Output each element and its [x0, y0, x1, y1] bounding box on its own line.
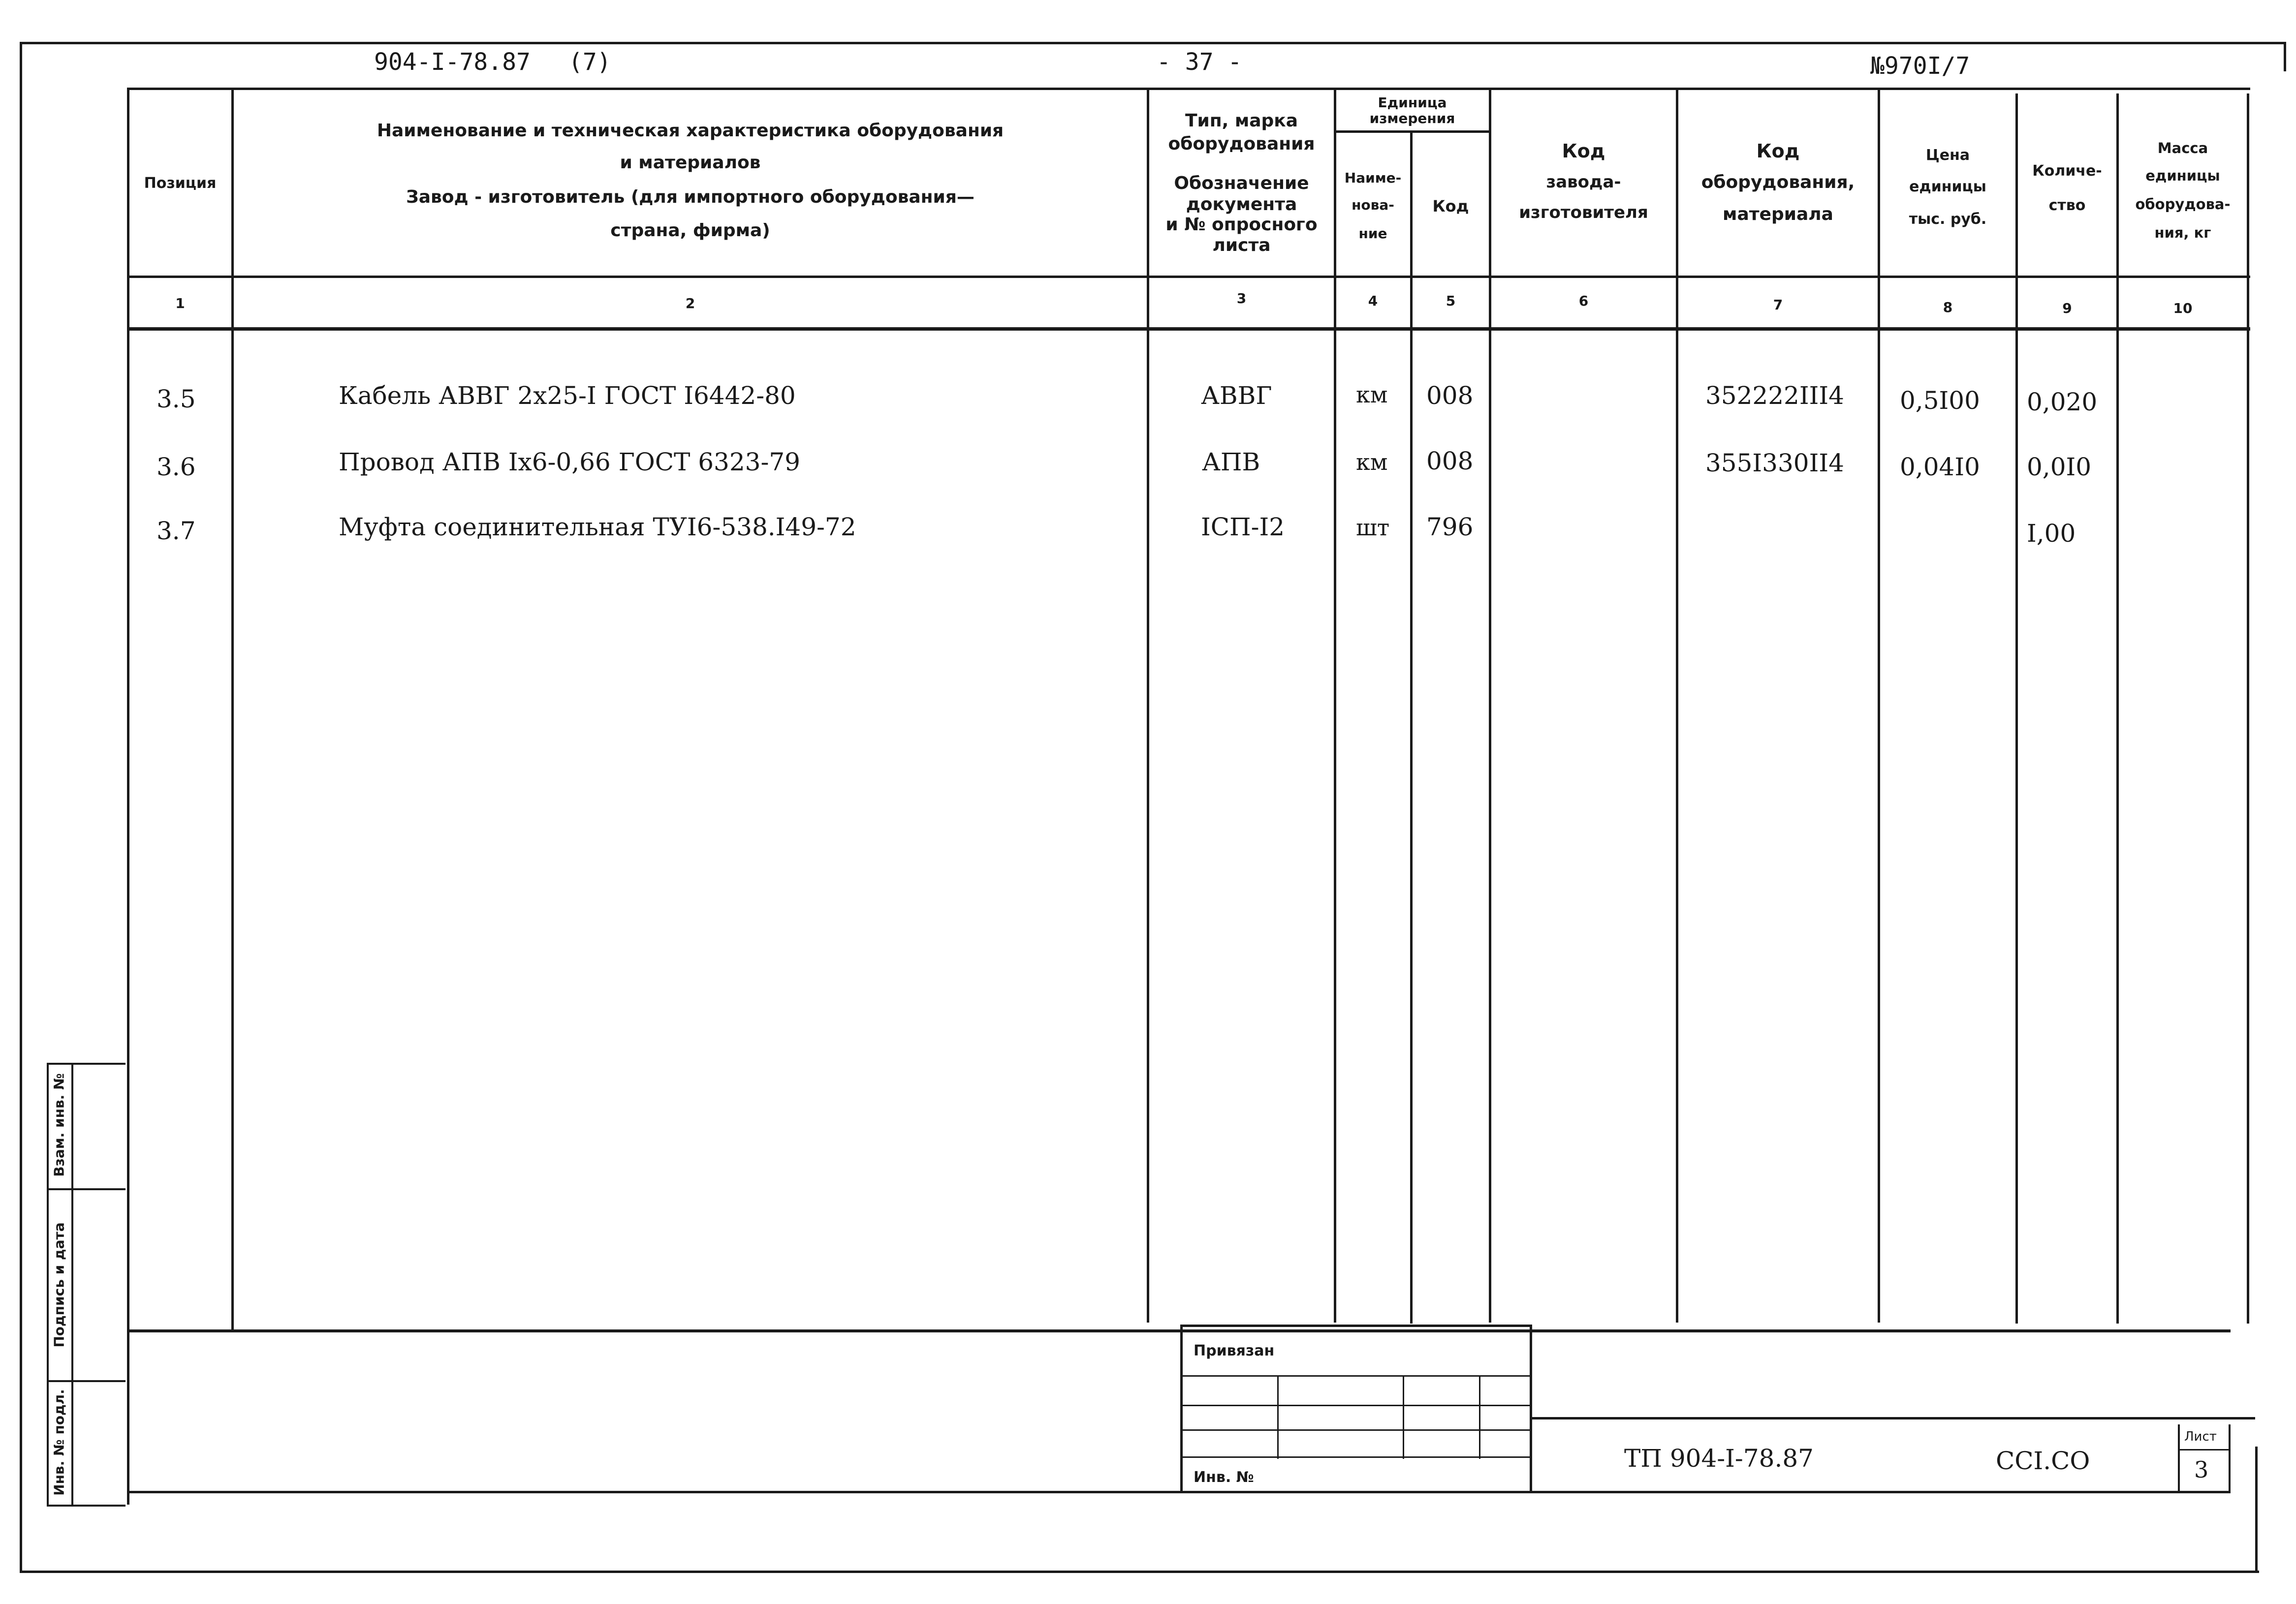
vzam-inv-label: Взам. инв. № — [51, 1073, 67, 1177]
header-type-l5: и № опросного — [1165, 215, 1318, 235]
header-mass-l1: Масса — [2157, 140, 2208, 156]
row-position: 3.7 — [157, 517, 196, 545]
header-type-l4: документа — [1186, 194, 1297, 215]
header-qty-l2: ство — [2048, 197, 2086, 214]
number-row-line — [129, 327, 2250, 331]
row-unit-code: 008 — [1426, 381, 1474, 410]
row-name: Кабель АВВГ 2х25-I ГОСТ I6442-80 — [339, 381, 796, 410]
header-type-l2: оборудования — [1168, 134, 1315, 154]
outer-frame-top — [22, 42, 2286, 44]
header-unit-name-l2: нова- — [1352, 197, 1394, 213]
header-qty-l1: Количе- — [2032, 162, 2102, 180]
col-number-10: 10 — [2173, 300, 2193, 316]
header-position: Позиция — [144, 175, 217, 192]
title-block-top — [1532, 1417, 2255, 1419]
sheet-label: Лист — [2184, 1429, 2217, 1444]
sheet-box-mid — [2179, 1449, 2229, 1450]
col-line-4 — [1410, 130, 1413, 1324]
header-unit-code: Код — [1432, 197, 1469, 216]
col-number-9: 9 — [2062, 300, 2072, 316]
header-factory-code-l2: завода- — [1546, 172, 1621, 192]
sheet-box-left — [2178, 1424, 2180, 1493]
stamp-top-line — [129, 1329, 2231, 1332]
header-unit-name-l3: ние — [1358, 225, 1387, 242]
stamp-privyazan-row2 — [1181, 1405, 1531, 1406]
row-qty: 0,020 — [2027, 388, 2098, 416]
stamp-privyazan-top — [1181, 1325, 1531, 1327]
row-unit: км — [1356, 381, 1388, 408]
row-type: IСП-I2 — [1201, 513, 1285, 541]
col-number-4: 4 — [1368, 293, 1378, 309]
stamp-privyazan-left — [1180, 1325, 1183, 1492]
header-name-l3: Завод - изготовитель (для импортного оборудования— — [406, 187, 975, 207]
header-equip-code-l3: материала — [1723, 204, 1833, 224]
outer-frame-bottom — [20, 1571, 2259, 1573]
col-line-2 — [1147, 88, 1149, 1323]
header-type-l3: Обозначение — [1174, 173, 1309, 193]
stamp-privyazan-right — [1530, 1325, 1532, 1492]
row-position: 3.6 — [157, 453, 196, 481]
col-line-8 — [2015, 93, 2018, 1324]
table-top-line — [129, 88, 2250, 90]
doc-mark: ССI.СО — [1996, 1447, 2090, 1475]
row-equip-code: 355I330II4 — [1705, 449, 1844, 477]
row-equip-code: 352222III4 — [1705, 381, 1844, 410]
side-stamp-mid — [71, 1063, 73, 1506]
col-line-7 — [1878, 88, 1880, 1323]
row-type: АВВГ — [1201, 381, 1272, 410]
inv-podl-label: Инв. № подл. — [51, 1389, 67, 1496]
header-equip-code-l2: оборудования, — [1701, 172, 1855, 192]
side-stamp-left — [47, 1063, 49, 1506]
header-type-l6: листа — [1212, 235, 1271, 255]
outer-frame-right — [2255, 1447, 2258, 1572]
header-bottom-line — [129, 276, 2250, 278]
row-name: Провод АПВ Iх6-0,66 ГОСТ 6323-79 — [339, 448, 800, 476]
side-stamp-bottom — [47, 1505, 126, 1507]
privyazan-label: Привязан — [1194, 1342, 1275, 1359]
header-name-l2: и материалов — [620, 153, 761, 173]
col-line-9 — [2116, 93, 2119, 1324]
stamp-privyazan-col2 — [1403, 1375, 1404, 1459]
title-block-bottom — [129, 1491, 2231, 1493]
doc-sub: (7) — [568, 48, 611, 76]
header-equip-code-l1: Код — [1756, 140, 1800, 162]
header-unit-name-l1: Наиме- — [1344, 170, 1402, 186]
header-mass-l4: ния, кг — [2154, 224, 2211, 241]
stamp-privyazan-col1 — [1277, 1375, 1279, 1459]
col-line-1 — [231, 88, 234, 1332]
row-qty: 0,0I0 — [2027, 453, 2092, 481]
row-price: 0,5I00 — [1900, 386, 1980, 415]
col-number-8: 8 — [1943, 299, 1953, 315]
header-type-l1: Тип, марка — [1185, 111, 1298, 131]
doc-number: №970I/7 — [1870, 52, 1970, 80]
header-unit-l2: измерения — [1369, 110, 1455, 126]
side-stamp-line1 — [47, 1188, 126, 1190]
row-unit: шт — [1356, 514, 1390, 541]
doc-title: ТП 904-I-78.87 — [1624, 1444, 1814, 1473]
unit-group-line — [1335, 130, 1490, 133]
col-number-5: 5 — [1446, 293, 1456, 309]
row-qty: I,00 — [2027, 519, 2076, 548]
header-unit-l1: Единица — [1378, 94, 1447, 111]
header-name-l4: страна, фирма) — [610, 220, 770, 241]
col-number-3: 3 — [1236, 290, 1247, 307]
stamp-privyazan-row3 — [1181, 1429, 1531, 1431]
stamp-privyazan-row4 — [1181, 1456, 1531, 1458]
header-name-l1: Наименование и техническая характеристика оборудования — [377, 121, 1004, 141]
stamp-privyazan-row1 — [1181, 1375, 1531, 1377]
row-unit: км — [1356, 449, 1388, 475]
sheet-box-right — [2229, 1424, 2231, 1493]
outer-frame-right-top — [2284, 42, 2286, 71]
inv-no-label: Инв. № — [1194, 1469, 1254, 1486]
header-mass-l3: оборудова- — [2135, 196, 2231, 213]
row-unit-code: 008 — [1426, 447, 1474, 475]
header-price-l1: Цена — [1925, 147, 1970, 164]
header-price-l2: единицы — [1909, 178, 1986, 195]
header-price-l3: тыс. руб. — [1909, 211, 1987, 228]
header-factory-code-l1: Код — [1562, 140, 1605, 162]
outer-frame-left — [20, 42, 22, 1572]
row-unit-code: 796 — [1426, 513, 1474, 541]
col-number-2: 2 — [685, 295, 695, 311]
col-number-7: 7 — [1773, 297, 1783, 313]
page-number: - 37 - — [1157, 48, 1242, 76]
doc-code: 904-I-78.87 — [374, 48, 531, 76]
sheet-number: 3 — [2194, 1456, 2209, 1483]
stamp-privyazan-col3 — [1479, 1375, 1480, 1459]
podpis-data-label: Подпись и дата — [51, 1222, 67, 1348]
header-factory-code-l3: изготовителя — [1519, 203, 1648, 222]
col-line-3 — [1334, 88, 1336, 1323]
row-position: 3.5 — [157, 385, 196, 413]
col-number-6: 6 — [1578, 293, 1589, 309]
row-type: АПВ — [1202, 448, 1260, 476]
row-price: 0,04I0 — [1900, 453, 1980, 481]
col-line-6 — [1676, 88, 1678, 1323]
col-line-5 — [1489, 88, 1491, 1323]
row-name: Муфта соединительная ТУI6-538.I49-72 — [339, 513, 856, 541]
col-number-1: 1 — [175, 295, 185, 311]
col-line-10 — [2247, 93, 2249, 1324]
header-mass-l2: единицы — [2145, 167, 2220, 184]
